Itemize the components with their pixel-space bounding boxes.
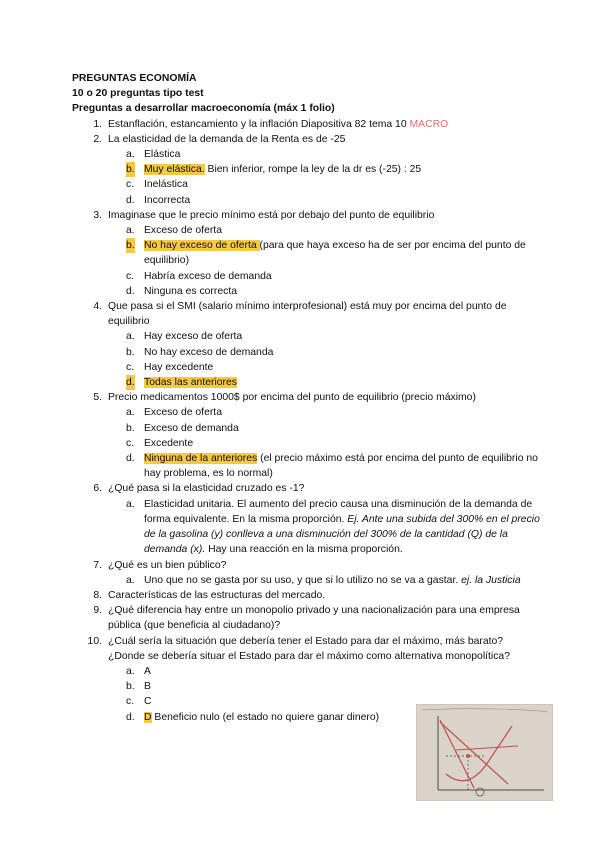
option-letter: a.	[126, 149, 135, 161]
question-number: 1.	[93, 118, 102, 130]
question-number: 4.	[93, 301, 102, 313]
question-number: 6.	[93, 483, 102, 495]
option-text: (el precio máximo está por encima del punto de equilibrio no hay problema, es lo normal)	[144, 453, 538, 480]
question-text: Estanflación, estancamiento y la inflación Diapositiva 82 tema 10	[108, 118, 410, 130]
question-text: La elasticidad de la demanda de la Renta es de -25	[108, 133, 346, 145]
option-letter: c.	[126, 696, 135, 708]
option-b	[72, 421, 540, 436]
option-text: Exceso de oferta	[144, 407, 222, 419]
question-3	[72, 208, 540, 223]
question-8	[72, 588, 540, 603]
question-number: 2.	[93, 133, 102, 145]
question-number: 5.	[93, 392, 102, 404]
option-letter: d.	[126, 711, 135, 723]
photo-background	[416, 704, 553, 801]
option-d	[72, 193, 540, 208]
option-text: Hay una reacción en la misma proporción.	[205, 544, 403, 556]
option-text: A	[144, 665, 151, 677]
option-text: (para que haya exceso ha de ser por encima del punto de equilibrio)	[144, 240, 526, 267]
option-c	[72, 360, 540, 375]
question-number: 8.	[93, 589, 102, 601]
option-b	[72, 345, 540, 360]
option-a	[72, 497, 540, 558]
section-heading: Preguntas a desarrollar macroeconomía (máx 1 folio)	[72, 103, 335, 115]
option-text: Excedente	[144, 437, 194, 449]
option-a	[72, 405, 540, 420]
option-letter: d.	[126, 194, 135, 206]
question-4	[72, 299, 540, 329]
option-text: Uno que no se gasta por su uso, y que si lo utilizo no se va a gastar.	[144, 574, 462, 586]
option-c	[72, 436, 540, 451]
option-text: Elasticidad unitaria. El aumento del precio causa una disminución de la demanda de forma equivalente. En la misma proporción.	[144, 498, 533, 525]
option-c	[72, 269, 540, 284]
option-a	[72, 664, 540, 679]
question-number: 10.	[87, 635, 102, 647]
option-letter: b.	[126, 681, 135, 693]
question-text: Imaginase que le precio mínimo está por debajo del punto de equilibrio	[108, 209, 435, 221]
option-letter: a.	[126, 665, 135, 677]
option-letter: b.	[126, 346, 135, 358]
option-letter: a.	[126, 574, 135, 586]
option-text: Habría exceso de demanda	[144, 270, 272, 282]
handwritten-graph-photo	[416, 704, 553, 801]
question-text: Precio medicamentos 1000$ por encima del punto de equilibrio (precio máximo)	[108, 392, 476, 404]
option-letter: d.	[126, 375, 135, 390]
highlighted-answer: Todas las anteriores	[144, 377, 237, 389]
question-7	[72, 558, 540, 573]
question-5	[72, 390, 540, 405]
option-text: Ninguna es correcta	[144, 285, 237, 297]
example-text: Ej. Ante una subida del 300% en el precio de la gasolina (y) conlleva a una disminución del 300% de la cantidad (Q) de la demanda (x).	[144, 513, 540, 556]
option-b	[72, 679, 540, 694]
highlighted-answer: No hay exceso de oferta	[144, 240, 260, 252]
option-text: No hay exceso de demanda	[144, 346, 274, 358]
option-a	[72, 329, 540, 344]
question-number: 3.	[93, 209, 102, 221]
question-text: Características de las estructuras del mercado.	[108, 589, 326, 601]
doc-title: PREGUNTAS ECONOMÍA	[72, 73, 197, 84]
question-text: ¿Qué es un bien público?	[108, 559, 227, 571]
option-a	[72, 147, 540, 162]
equilibrium-point	[466, 754, 470, 758]
option-letter: a.	[126, 407, 135, 419]
example-text: ej. la Justicia	[461, 574, 521, 586]
question-number: 9.	[93, 605, 102, 617]
option-text: Bien inferior, rompe la ley de la dr es (-25) : 25	[204, 164, 422, 176]
option-c	[72, 177, 540, 192]
question-text: Que pasa si el SMI (salario mínimo interprofesional) está muy por encima del punto de equilibrio	[108, 301, 507, 328]
option-letter: a.	[126, 225, 135, 237]
doc-subtitle: 10 o 20 preguntas tipo test	[72, 88, 204, 100]
option-text: Beneficio nulo (el estado no quiere ganar dinero)	[151, 711, 380, 723]
option-letter: c.	[126, 361, 135, 373]
option-b	[72, 162, 540, 177]
question-text: ¿Cuál sería la situación que debería tener el Estado para dar el máximo, más barato?¿Donde se debería situar el Estado para dar el máximo como alternativa monopolítica?	[108, 635, 510, 662]
option-text: Hay excedente	[144, 361, 214, 373]
option-text: Hay exceso de oferta	[144, 331, 243, 343]
option-text: Exceso de oferta	[144, 225, 222, 237]
option-a	[72, 223, 540, 238]
option-letter: d.	[126, 453, 135, 465]
option-letter: c.	[126, 179, 135, 191]
option-letter: b.	[126, 422, 135, 434]
highlighted-answer: Muy elástica.	[144, 164, 205, 176]
option-letter: b.	[126, 238, 135, 253]
option-letter: b.	[126, 162, 135, 177]
document-page	[72, 71, 540, 725]
highlighted-answer: Ninguna de la anteriores	[144, 453, 258, 465]
option-letter: a.	[126, 331, 135, 343]
option-d	[72, 284, 540, 299]
question-10	[72, 634, 540, 664]
option-text: C	[144, 696, 152, 708]
option-text: Incorrecta	[144, 194, 191, 206]
option-d	[72, 451, 540, 481]
option-text: Elástica	[144, 149, 181, 161]
question-1	[72, 117, 540, 132]
question-9	[72, 603, 540, 633]
option-letter: c.	[126, 270, 135, 282]
option-b	[72, 238, 540, 268]
macro-tag: MACRO	[409, 118, 449, 130]
option-d	[72, 375, 540, 390]
option-letter: a.	[126, 498, 135, 510]
option-letter: c.	[126, 437, 135, 449]
option-text: B	[144, 681, 151, 693]
question-text: ¿Qué pasa si la elasticidad cruzado es -1?	[108, 483, 305, 495]
question-number: 7.	[93, 559, 102, 571]
option-text: Exceso de demanda	[144, 422, 239, 434]
question-2	[72, 132, 540, 147]
question-text: ¿Qué diferencia hay entre un monopolio privado y una nacionalización para una empresa pública (que beneficia al ciudadano)?	[108, 605, 520, 632]
option-a	[72, 573, 540, 588]
option-letter: d.	[126, 285, 135, 297]
highlighted-answer: D	[144, 711, 152, 723]
question-6	[72, 481, 540, 496]
option-text: Inelástica	[144, 179, 188, 191]
